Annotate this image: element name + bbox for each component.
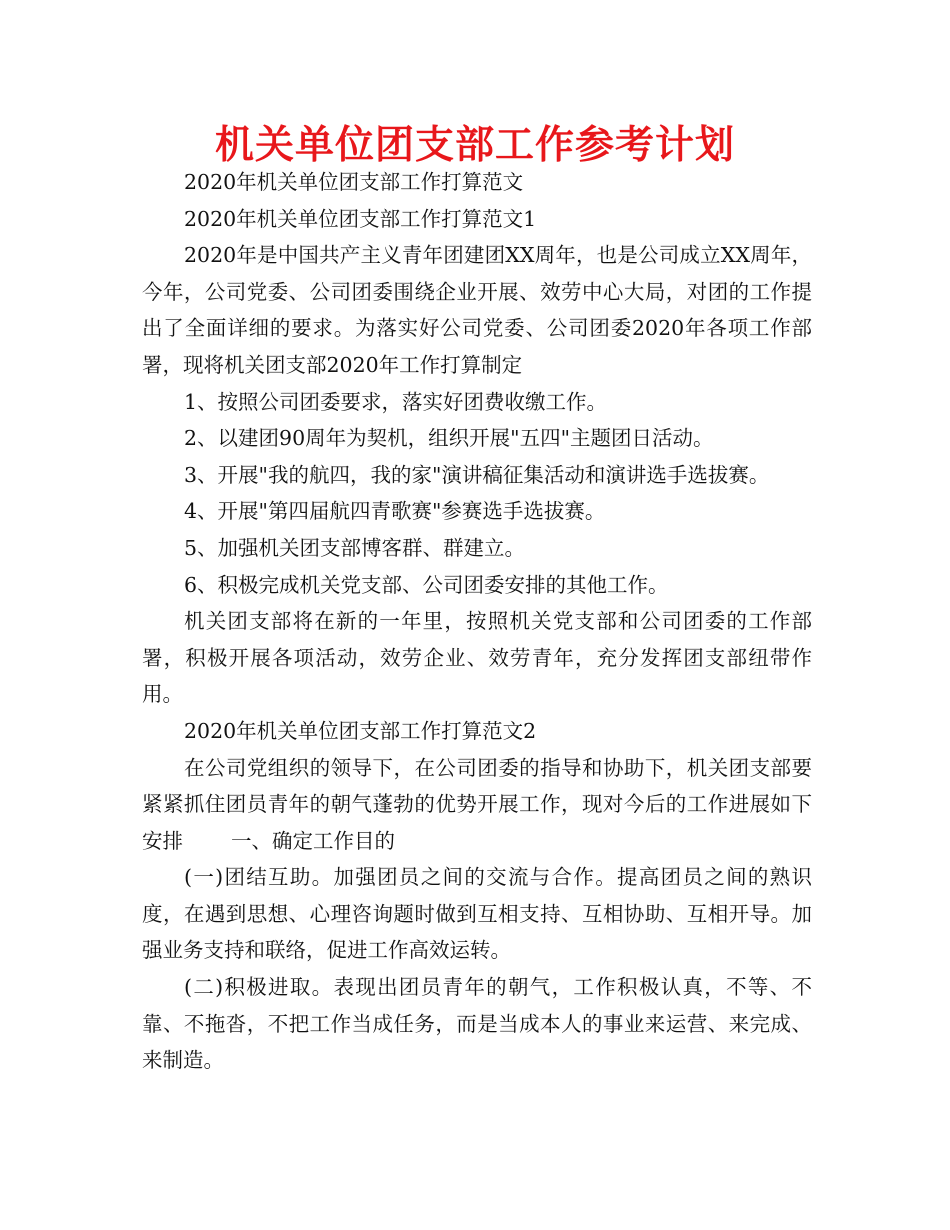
paragraph-sample-2-intro — [142, 750, 812, 860]
paragraph-goal-2: (二)积极进取。表现出团员青年的朝气，工作积极认真，不等、不靠、不拖沓，不把工作当成任务，而是当成本人的事业来运营、来完成、来制造。 — [142, 975, 812, 1073]
section-heading-goals: 一、确定工作目的 — [231, 828, 395, 853]
list-item-1: 1、按照公司团委要求，落实好团费收缴工作。 — [184, 389, 608, 414]
paragraph-heading-main: 2020年机关单位团支部工作打算范文 — [184, 170, 524, 194]
list-item-5: 5、加强机关团支部博客群、群建立。 — [184, 535, 526, 560]
document-body — [142, 164, 812, 1079]
paragraph-sample-2-intro-text: 在公司党组织的领导下，在公司团委的指导和协助下，机关团支部要紧紧抓住团员青年的朝气蓬勃的优势开展工作，现对今后的工作进展如下安排 — [142, 755, 812, 853]
paragraph-sample-2-heading: 2020年机关单位团支部工作打算范文2 — [184, 718, 537, 743]
document-title: 机关单位团支部工作参考计划 — [214, 123, 735, 168]
list-item-4: 4、开展"第四届航四青歌赛"参赛选手选拔赛。 — [184, 499, 606, 524]
paragraph-goal-1: (一)团结互助。加强团员之间的交流与合作。提高团员之间的熟识度，在遇到思想、心理咨询题时做到互相支持、互相协助、互相开导。加强业务支持和联络，促进工作高效运转。 — [142, 865, 812, 963]
list-item-6: 6、积极完成机关党支部、公司团委安排的其他工作。 — [184, 572, 669, 597]
paragraph-intro: 2020年是中国共产主义青年团建团XX周年，也是公司成立XX周年，今年，公司党委、公司团委围绕企业开展、效劳中心大局，对团的工作提出了全面详细的要求。为落实好公司党委、公司团委2020年各项工作部署，现将机关团支部2020年工作打算制定 — [142, 243, 812, 377]
paragraph-sample-1-heading: 2020年机关单位团支部工作打算范文1 — [184, 206, 537, 231]
list-item-2: 2、以建团90周年为契机，组织开展"五四"主题团日活动。 — [184, 426, 714, 451]
list-item-3: 3、开展"我的航四，我的家"演讲稿征集活动和演讲选手选拔赛。 — [184, 462, 770, 487]
paragraph-conclusion: 机关团支部将在新的一年里，按照机关党支部和公司团委的工作部署，积极开展各项活动，效劳企业、效劳青年，充分发挥团支部纽带作用。 — [142, 609, 812, 707]
